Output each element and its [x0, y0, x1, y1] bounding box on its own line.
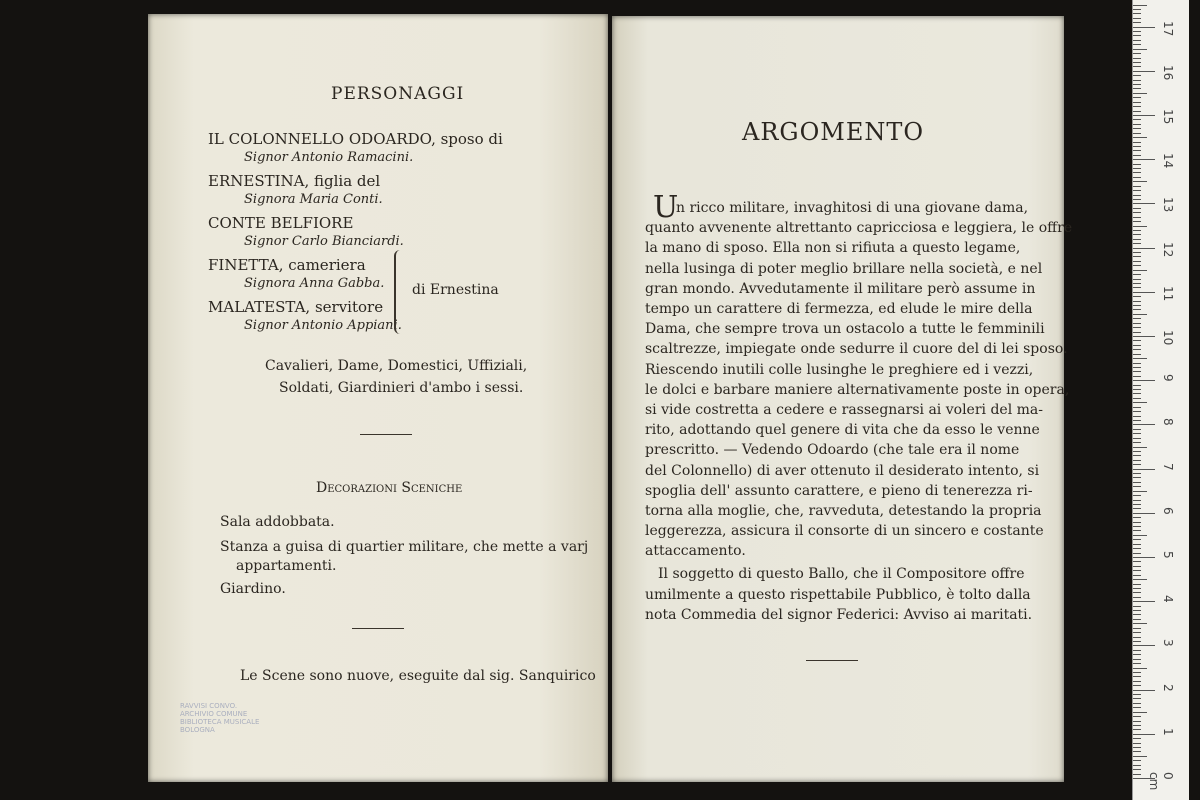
character-role: CONTE BELFIORE: [208, 214, 354, 232]
ruler-tick: [1133, 685, 1141, 686]
ruler-tick: [1133, 548, 1141, 549]
brace-label: di Ernestina: [412, 282, 499, 298]
ruler-tick: [1133, 619, 1141, 620]
ruler-tick: [1133, 115, 1155, 116]
ruler-tick: [1133, 442, 1141, 443]
ruler-tick: [1133, 561, 1141, 562]
ruler-tick: [1133, 332, 1141, 333]
ruler-tick: [1133, 62, 1141, 63]
ruler-tick: [1133, 155, 1141, 156]
ruler-tick: [1133, 663, 1141, 664]
ruler-tick: [1133, 628, 1141, 629]
ruler-tick: [1133, 769, 1141, 770]
divider-rule: [360, 434, 412, 435]
ruler-tick: [1133, 80, 1141, 81]
ruler-tick: [1133, 411, 1141, 412]
character-actor: Signor Antonio Ramacini.: [244, 150, 414, 165]
argomento-line: Il soggetto di questo Ballo, che il Compositore offre: [658, 566, 1025, 583]
ruler-tick: [1133, 544, 1141, 545]
argomento-line: del Colonnello) di aver ottenuto il desiderato intento, si: [645, 462, 1040, 479]
ruler-tick: [1133, 654, 1141, 655]
ruler-tick: [1133, 18, 1141, 19]
ruler-tick: [1133, 623, 1147, 624]
drop-cap: U: [653, 190, 679, 225]
ruler-tick: [1133, 367, 1141, 368]
ruler-tick: [1133, 349, 1141, 350]
decoration-item: Sala addobbata.: [220, 514, 335, 530]
divider-rule: [352, 628, 404, 629]
ruler-tick: [1133, 460, 1141, 461]
ruler-tick: [1133, 765, 1141, 766]
personaggi-heading: PERSONAGGI: [331, 84, 465, 104]
ruler-tick: [1133, 597, 1141, 598]
ruler-tick: [1133, 504, 1141, 505]
ruler-tick: [1133, 482, 1141, 483]
ruler-tick: [1133, 557, 1155, 558]
ruler-tick: [1133, 464, 1141, 465]
stamp-line: ARCHIVIO COMUNE: [180, 710, 248, 718]
ruler-tick: [1133, 526, 1141, 527]
ruler-tick: [1133, 451, 1141, 452]
measurement-ruler: [1132, 0, 1189, 800]
ruler-tick: [1133, 774, 1141, 775]
ruler-tick: [1133, 248, 1155, 249]
ruler-label: 12: [1161, 241, 1175, 257]
ruler-tick: [1133, 698, 1141, 699]
character-actor: Signora Anna Gabba.: [244, 276, 385, 291]
ruler-tick: [1133, 424, 1155, 425]
ruler-tick: [1133, 309, 1141, 310]
ruler-tick: [1133, 345, 1141, 346]
ruler-label: 0 cm: [1147, 772, 1175, 791]
ruler-tick: [1133, 239, 1141, 240]
ruler-label: 7: [1161, 462, 1175, 471]
ruler-tick: [1133, 172, 1141, 173]
ruler-tick: [1133, 716, 1141, 717]
ruler-tick: [1133, 756, 1147, 757]
character-actor: Signora Maria Conti.: [244, 192, 383, 207]
ruler-label: 16: [1161, 64, 1175, 81]
ruler-tick: [1133, 203, 1155, 204]
ruler-tick: [1133, 729, 1141, 730]
character-actor: Signor Antonio Appiani.: [244, 318, 402, 333]
character-role: FINETTA, cameriera: [208, 256, 366, 274]
stamp-line: BIBLIOTECA MUSICALE: [180, 718, 260, 726]
ruler-tick: [1133, 760, 1141, 761]
ruler-tick: [1133, 743, 1141, 744]
ruler-tick: [1133, 751, 1141, 752]
ruler-tick: [1133, 31, 1141, 32]
character-actor: Signor Carlo Bianciardi.: [244, 234, 404, 249]
ruler-tick: [1133, 265, 1141, 266]
ruler-tick: [1133, 393, 1141, 394]
ruler-tick: [1133, 433, 1141, 434]
decoration-item: appartamenti.: [236, 558, 337, 574]
ruler-tick: [1133, 208, 1141, 209]
argomento-line: gran mondo. Avvedutamente il militare però assume in: [645, 280, 1036, 297]
ruler-label: 14: [1161, 153, 1175, 169]
ruler-tick: [1133, 530, 1141, 531]
ruler-tick: [1133, 164, 1141, 165]
decorations-heading: Decorazioni Sceniche: [316, 480, 463, 496]
ruler-tick: [1133, 429, 1141, 430]
ruler-label: 13: [1161, 197, 1175, 213]
scenes-footer: Le Scene sono nuove, eseguite dal sig. Sanquirico: [240, 668, 596, 684]
ruler-tick: [1133, 588, 1141, 589]
ruler-tick: [1133, 645, 1155, 646]
ruler-tick: [1133, 124, 1141, 125]
ruler-label: 15: [1161, 109, 1175, 125]
ruler-label: 1: [1161, 727, 1175, 736]
argomento-line: rito, adottando quel genere di vita che da esso le venne: [645, 422, 1040, 439]
ruler-tick: [1133, 168, 1141, 169]
ruler-tick: [1133, 725, 1141, 726]
ruler-tick: [1133, 301, 1141, 302]
ruler-tick: [1133, 49, 1147, 50]
ruler-tick: [1133, 601, 1155, 602]
ruler-tick: [1133, 402, 1147, 403]
ruler-tick: [1133, 500, 1141, 501]
ruler-tick: [1133, 106, 1141, 107]
ruler-tick: [1133, 398, 1141, 399]
ruler-tick: [1133, 584, 1141, 585]
ruler-tick: [1133, 128, 1141, 129]
library-stamp: [180, 702, 300, 734]
ruler-tick: [1133, 575, 1141, 576]
ruler-tick: [1133, 672, 1141, 673]
ruler-tick: [1133, 747, 1141, 748]
decoration-item: Giardino.: [220, 581, 286, 597]
ruler-tick: [1133, 142, 1141, 143]
ruler-tick: [1133, 570, 1141, 571]
ruler-tick: [1133, 71, 1155, 72]
argomento-line: leggerezza, assicura il consorte di un sincero e costante: [645, 523, 1044, 540]
argomento-line: scaltrezze, impiegate onde sedurre il cuore del di lei sposo.: [645, 341, 1068, 358]
ruler-tick: [1133, 22, 1141, 23]
ruler-tick: [1133, 340, 1141, 341]
ruler-tick: [1133, 473, 1141, 474]
ruler-tick: [1133, 58, 1141, 59]
ruler-tick: [1133, 681, 1141, 682]
ruler-tick: [1133, 420, 1141, 421]
argomento-line: n ricco militare, invaghitosi di una giovane dama,: [676, 200, 1029, 216]
ruler-tick: [1133, 650, 1141, 651]
ruler-tick: [1133, 221, 1141, 222]
ruler-tick: [1133, 336, 1155, 337]
ruler-tick: [1133, 88, 1141, 89]
ruler-label: 3: [1161, 639, 1175, 648]
extras-line: Cavalieri, Dame, Domestici, Uffiziali,: [265, 358, 528, 374]
ruler-tick: [1133, 659, 1141, 660]
argomento-line: Dama, che sempre trova un ostacolo a tutte le femminili: [645, 321, 1045, 338]
ruler-tick: [1133, 610, 1141, 611]
ruler-tick: [1133, 376, 1141, 377]
argomento-line: attaccamento.: [645, 543, 746, 560]
ruler-tick: [1133, 279, 1141, 280]
stamp-line: BOLOGNA: [180, 726, 215, 734]
ruler-tick: [1133, 522, 1141, 523]
ruler-label: 10: [1161, 330, 1175, 346]
ruler-tick: [1133, 513, 1155, 514]
ruler-tick: [1133, 517, 1141, 518]
argomento-heading: ARGOMENTO: [742, 118, 925, 146]
ruler-tick: [1133, 35, 1141, 36]
stamp-line: RAVVISI CONVO.: [180, 702, 238, 710]
ruler-tick: [1133, 159, 1155, 160]
ruler-tick: [1133, 217, 1141, 218]
ruler-tick: [1133, 707, 1141, 708]
ruler-tick: [1133, 75, 1141, 76]
ruler-label: 5: [1161, 551, 1175, 559]
ruler-tick: [1133, 416, 1141, 417]
ruler-tick: [1133, 491, 1147, 492]
ruler-tick: [1133, 606, 1141, 607]
argomento-line: quanto avvenente altrettanto capricciosa e leggiera, le offre: [645, 220, 1073, 237]
character-role: MALATESTA, servitore: [208, 298, 384, 316]
ruler-tick: [1133, 190, 1141, 191]
ruler-tick: [1133, 226, 1147, 227]
ruler-tick: [1133, 318, 1141, 319]
ruler-tick: [1133, 84, 1141, 85]
ruler-tick: [1133, 477, 1141, 478]
argomento-line: tempo un carattere di fermezza, ed elude le mire della: [645, 301, 1033, 317]
ruler-tick: [1133, 283, 1141, 284]
character-role: IL COLONNELLO ODOARDO, sposo di: [208, 130, 503, 148]
ruler-tick: [1133, 111, 1141, 112]
ruler-tick: [1133, 5, 1147, 6]
ruler-tick: [1133, 632, 1141, 633]
ruler-tick: [1133, 256, 1141, 257]
ruler-label: 6: [1161, 506, 1175, 515]
ruler-tick: [1133, 539, 1141, 540]
ruler-tick: [1133, 380, 1155, 381]
ruler-tick: [1133, 579, 1147, 580]
ruler-tick: [1133, 287, 1141, 288]
argomento-line: spoglia dell' assunto carattere, e pieno di tenerezza ri-: [645, 482, 1033, 499]
extras-line: Soldati, Giardinieri d'ambo i sessi.: [279, 380, 524, 396]
ruler-tick: [1133, 447, 1147, 448]
ruler-tick: [1133, 66, 1141, 67]
argomento-line: nella lusinga di poter meglio brillare nella società, e nel: [645, 260, 1043, 277]
ruler-tick: [1133, 181, 1147, 182]
ruler-tick: [1133, 133, 1141, 134]
ruler-tick: [1133, 694, 1141, 695]
ruler-tick: [1133, 296, 1141, 297]
ruler-tick: [1133, 93, 1147, 94]
brace: [394, 250, 406, 334]
ruler-label: 9: [1161, 374, 1175, 382]
ruler-tick: [1133, 234, 1141, 235]
ruler-tick: [1133, 199, 1141, 200]
ruler-tick: [1133, 150, 1141, 151]
ruler-tick: [1133, 371, 1141, 372]
argomento-line: Riescendo inutili colle lusinghe le preghiere ed i vezzi,: [645, 361, 1034, 378]
ruler-tick: [1133, 323, 1141, 324]
argomento-line: umilmente a questo rispettabile Pubblico, è tolto dalla: [645, 586, 1031, 603]
ruler-tick: [1133, 486, 1141, 487]
ruler-tick: [1133, 637, 1141, 638]
ruler-tick: [1133, 274, 1141, 275]
ruler-tick: [1133, 327, 1141, 328]
ruler-tick: [1133, 230, 1141, 231]
ruler-tick: [1133, 354, 1141, 355]
ruler-tick: [1133, 53, 1141, 54]
ruler-tick: [1133, 553, 1141, 554]
ruler-tick: [1133, 363, 1141, 364]
divider-rule: [806, 660, 858, 661]
ruler-label: 11: [1161, 285, 1175, 302]
ruler-tick: [1133, 668, 1147, 669]
ruler-label: 4: [1161, 595, 1175, 603]
ruler-tick: [1133, 703, 1141, 704]
argomento-line: le dolci e barbare maniere alternativamente poste in opera,: [645, 381, 1070, 398]
ruler-tick: [1133, 592, 1141, 593]
ruler-tick: [1133, 13, 1141, 14]
argomento-line: si vide costretta a cedere e rassegnarsi ai voleri del ma-: [645, 402, 1043, 418]
ruler-tick: [1133, 243, 1141, 244]
ruler-tick: [1133, 614, 1141, 615]
ruler-tick: [1133, 358, 1147, 359]
ruler-tick: [1133, 212, 1141, 213]
ruler-tick: [1133, 195, 1141, 196]
ruler-tick: [1133, 389, 1141, 390]
argomento-line: nota Commedia del signor Federici: Avviso ai maritati.: [645, 606, 1033, 623]
ruler-tick: [1133, 535, 1147, 536]
ruler-tick: [1133, 641, 1141, 642]
ruler-label: 2: [1161, 683, 1175, 692]
ruler-tick: [1133, 690, 1155, 691]
ruler-tick: [1133, 102, 1141, 103]
ruler-tick: [1133, 469, 1155, 470]
ruler-tick: [1133, 27, 1155, 28]
character-role: ERNESTINA, figlia del: [208, 172, 381, 190]
ruler-tick: [1133, 305, 1141, 306]
ruler-tick: [1133, 385, 1141, 386]
ruler-tick: [1133, 438, 1141, 439]
ruler-tick: [1133, 495, 1141, 496]
argomento-line: torna alla moglie, che, ravveduta, detestando la propria: [645, 503, 1042, 519]
ruler-tick: [1133, 712, 1147, 713]
ruler-tick: [1133, 186, 1141, 187]
ruler-tick: [1133, 455, 1141, 456]
ruler-tick: [1133, 407, 1141, 408]
argomento-line: prescritto. — Vedendo Odoardo (che tale era il nome: [645, 442, 1020, 459]
ruler-tick: [1133, 97, 1141, 98]
ruler-tick: [1133, 734, 1155, 735]
ruler-tick: [1133, 146, 1141, 147]
ruler-tick: [1133, 566, 1141, 567]
ruler-tick: [1133, 261, 1141, 262]
decoration-item: Stanza a guisa di quartier militare, che mette a varj: [220, 539, 589, 555]
ruler-tick: [1133, 119, 1141, 120]
ruler-tick: [1133, 721, 1141, 722]
ruler-label: 8: [1161, 418, 1175, 427]
ruler-tick: [1133, 314, 1147, 315]
ruler-tick: [1133, 137, 1147, 138]
argomento-line: la mano di sposo. Ella non si rifiuta a questo legame,: [645, 240, 1021, 257]
ruler-tick: [1133, 44, 1141, 45]
ruler-tick: [1133, 177, 1141, 178]
ruler-tick: [1133, 40, 1141, 41]
ruler-tick: [1133, 508, 1141, 509]
ruler-tick: [1133, 676, 1141, 677]
ruler-tick: [1133, 252, 1141, 253]
ruler-tick: [1133, 9, 1141, 10]
ruler-tick: [1133, 270, 1147, 271]
ruler-tick: [1133, 738, 1141, 739]
ruler-label: 17: [1161, 20, 1175, 36]
ruler-tick: [1133, 292, 1155, 293]
